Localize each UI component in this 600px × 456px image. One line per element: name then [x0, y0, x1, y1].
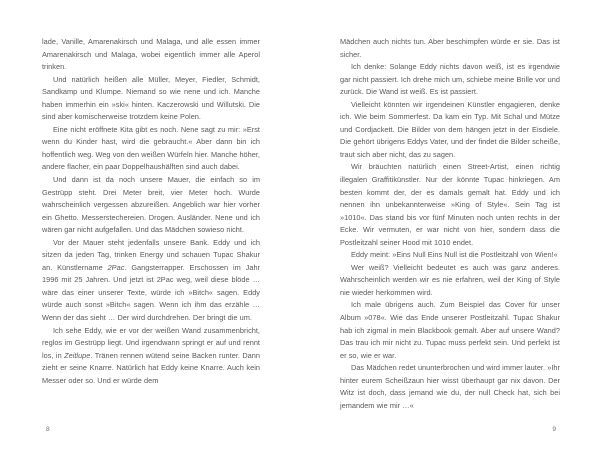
- body-text-run: . Gangsterrapper. Erschossen im Jahr 1996 mit 25 Jahren. Und jetzt ist 2Pac weg, weil diese blöde … wäre das einer unserer Texte, würde ich »Bitch« sagen. Eddy würde auch sonst »Bitch« sagen. Wenn ich ihm das erzähle … Wenn der das sieht … Der wird durchdrehen. Der bringt die um.: [42, 262, 261, 323]
- body-text-run: Vor der Mauer steht jedenfalls unsere Bank. Eddy und ich sitzen da jeden Tag, trinken Energy und schauen Tupac Shakur an. Künstlername: [42, 237, 260, 272]
- paragraph: [42, 174, 260, 237]
- body-text-run: Wir bräuchten natürlich einen Street-Artist, einen richtig illegalen Graffitikünstler. Nur der könnte Tupac hinkriegen. Am besten kommt der, der es damals gemalt hat. Eddy und ich nennen ihn unbekannterweise »King of Style«. Sein Tag ist »1010«. Das stand bis vor fünf Minuten noch unten rechts in der Ecke. Wir vermuten, er war nicht von hier, sondern dass die Postleitzahl seiner Hood mit 1010 endet.: [340, 162, 560, 247]
- body-text-run: Das Mädchen redet ununterbrochen und wird immer lauter. »Ihr hinter eurem Scheißzaun hier wisst überhaupt gar nix davon. Der Witz ist doch, dass jemand wie du, der null Check hat, sich bei jemandem wie mir …«: [340, 363, 560, 410]
- paragraph: [340, 36, 560, 61]
- paragraph: [42, 325, 260, 388]
- body-text-run: lade, Vanille, Amarenakirsch und Malaga, und alle essen immer Amarenakirsch und Malaga, wobei eigentlich immer alle Aperol trinken.: [42, 37, 260, 72]
- body-text-run: Ich sehe Eddy, wie er vor der weißen Wand zusammenbricht, reglos im Gestrüpp liegt. Und irgendwann springt er auf und rennt los, in: [42, 325, 260, 360]
- emphasis-text: Zeitlupe: [64, 350, 91, 360]
- body-text-right: [340, 36, 560, 412]
- body-text-run: Wer weiß? Vielleicht bedeutet es auch was ganz anderes. Wahrscheinlich werden wir es nie erfahren, weil der King of Style nie wieder herkommen wird.: [340, 262, 560, 297]
- page-right: [300, 0, 600, 456]
- paragraph: [340, 161, 560, 249]
- body-text-run: Ich male übrigens auch. Zum Beispiel das Cover für unser Album »078«. Wie das Ende unserer Postleitzahl. Tupac Shakur hab ich zigmal in mein Blackbook gemalt. Aber auf unsere Wand? Das trau ich mir nicht zu. Tupac muss perfekt sein. Und perfekt ist er so, wie er war.: [340, 300, 560, 360]
- page-number-left: 8: [46, 426, 50, 434]
- paragraph: [340, 249, 560, 262]
- body-text-run: . Tränen rennen wütend seine Backen runter. Dann zieht er seine Knarre. Natürlich hat Eddy keine Knarre. Auch kein Messer oder so. Und er würde dem: [42, 350, 260, 385]
- body-text-run: Ich denke: Solange Eddy nichts davon weiß, ist es irgendwie gar nicht passiert. Ich drehe mich um, schiebe meine Brille vor und zurück. Die Wand ist weiß. Es ist passiert.: [340, 62, 560, 97]
- body-text-run: Und natürlich heißen alle Müller, Meyer, Fiedler, Schmidt, Sandkamp und Klumpe. Niemand so wie nene und ich. Manche haben immerhin ein »ski« hinten. Kaczerowski und Willutski. Die sind aber komischerweise trotzdem keine Polen.: [42, 74, 260, 122]
- paragraph: [340, 262, 560, 300]
- paragraph: [42, 74, 260, 124]
- body-text-run: Und dann ist da noch unsere Mauer, die einfach so im Gestrüpp steht. Drei Meter breit, vier Meter hoch. Wurde wahrscheinlich vergessen abzureißen. Angeblich war hier vorher ein Ghetto. Messerstechereien. Drogen. Ausländer. Nene und ich wären gar nicht aufgefallen. Und das Mädchen sowieso nicht.: [42, 175, 260, 235]
- paragraph: [340, 362, 560, 412]
- paragraph: [42, 124, 260, 174]
- body-text-run: Vielleicht könnten wir irgendeinen Künstler engagieren, denke ich. Wie beim Sommerfest. Da kam ein Typ. Mit Schal und Mütze und Cordjackett. Die Bilder von dem hängen jetzt in der Eisdiele. Die gehört übrigens Eddys Vater, und der findet die Bilder scheiße, traut sich aber nicht, das zu sagen.: [340, 99, 560, 159]
- paragraph: [340, 299, 560, 362]
- page-number-right: 9: [552, 426, 556, 434]
- paragraph: [42, 36, 260, 74]
- body-text-run: Eddy meint: »Eins Null Eins Null ist die Postleitzahl von Wien!«: [351, 250, 558, 260]
- body-text-left: [42, 36, 260, 387]
- paragraph: [340, 99, 560, 162]
- paragraph: [42, 237, 260, 325]
- emphasis-text: 2Pac: [107, 262, 125, 272]
- paragraph: [340, 61, 560, 99]
- body-text-run: Eine nicht eröffnete Kita gibt es noch. Nene sagt zu mir: »Erst wenn du Kinder hast, wird die gebraucht.« Aber dann bin ich hoffentlich weg. Weg von den weißen Würfeln hier. Manche höher, andere flacher, ein paar Doppelhaushälften sind auch dabei.: [42, 124, 260, 172]
- body-text-run: Mädchen auch nichts tun. Aber beschimpfen würde er sie. Das ist sicher.: [340, 37, 560, 59]
